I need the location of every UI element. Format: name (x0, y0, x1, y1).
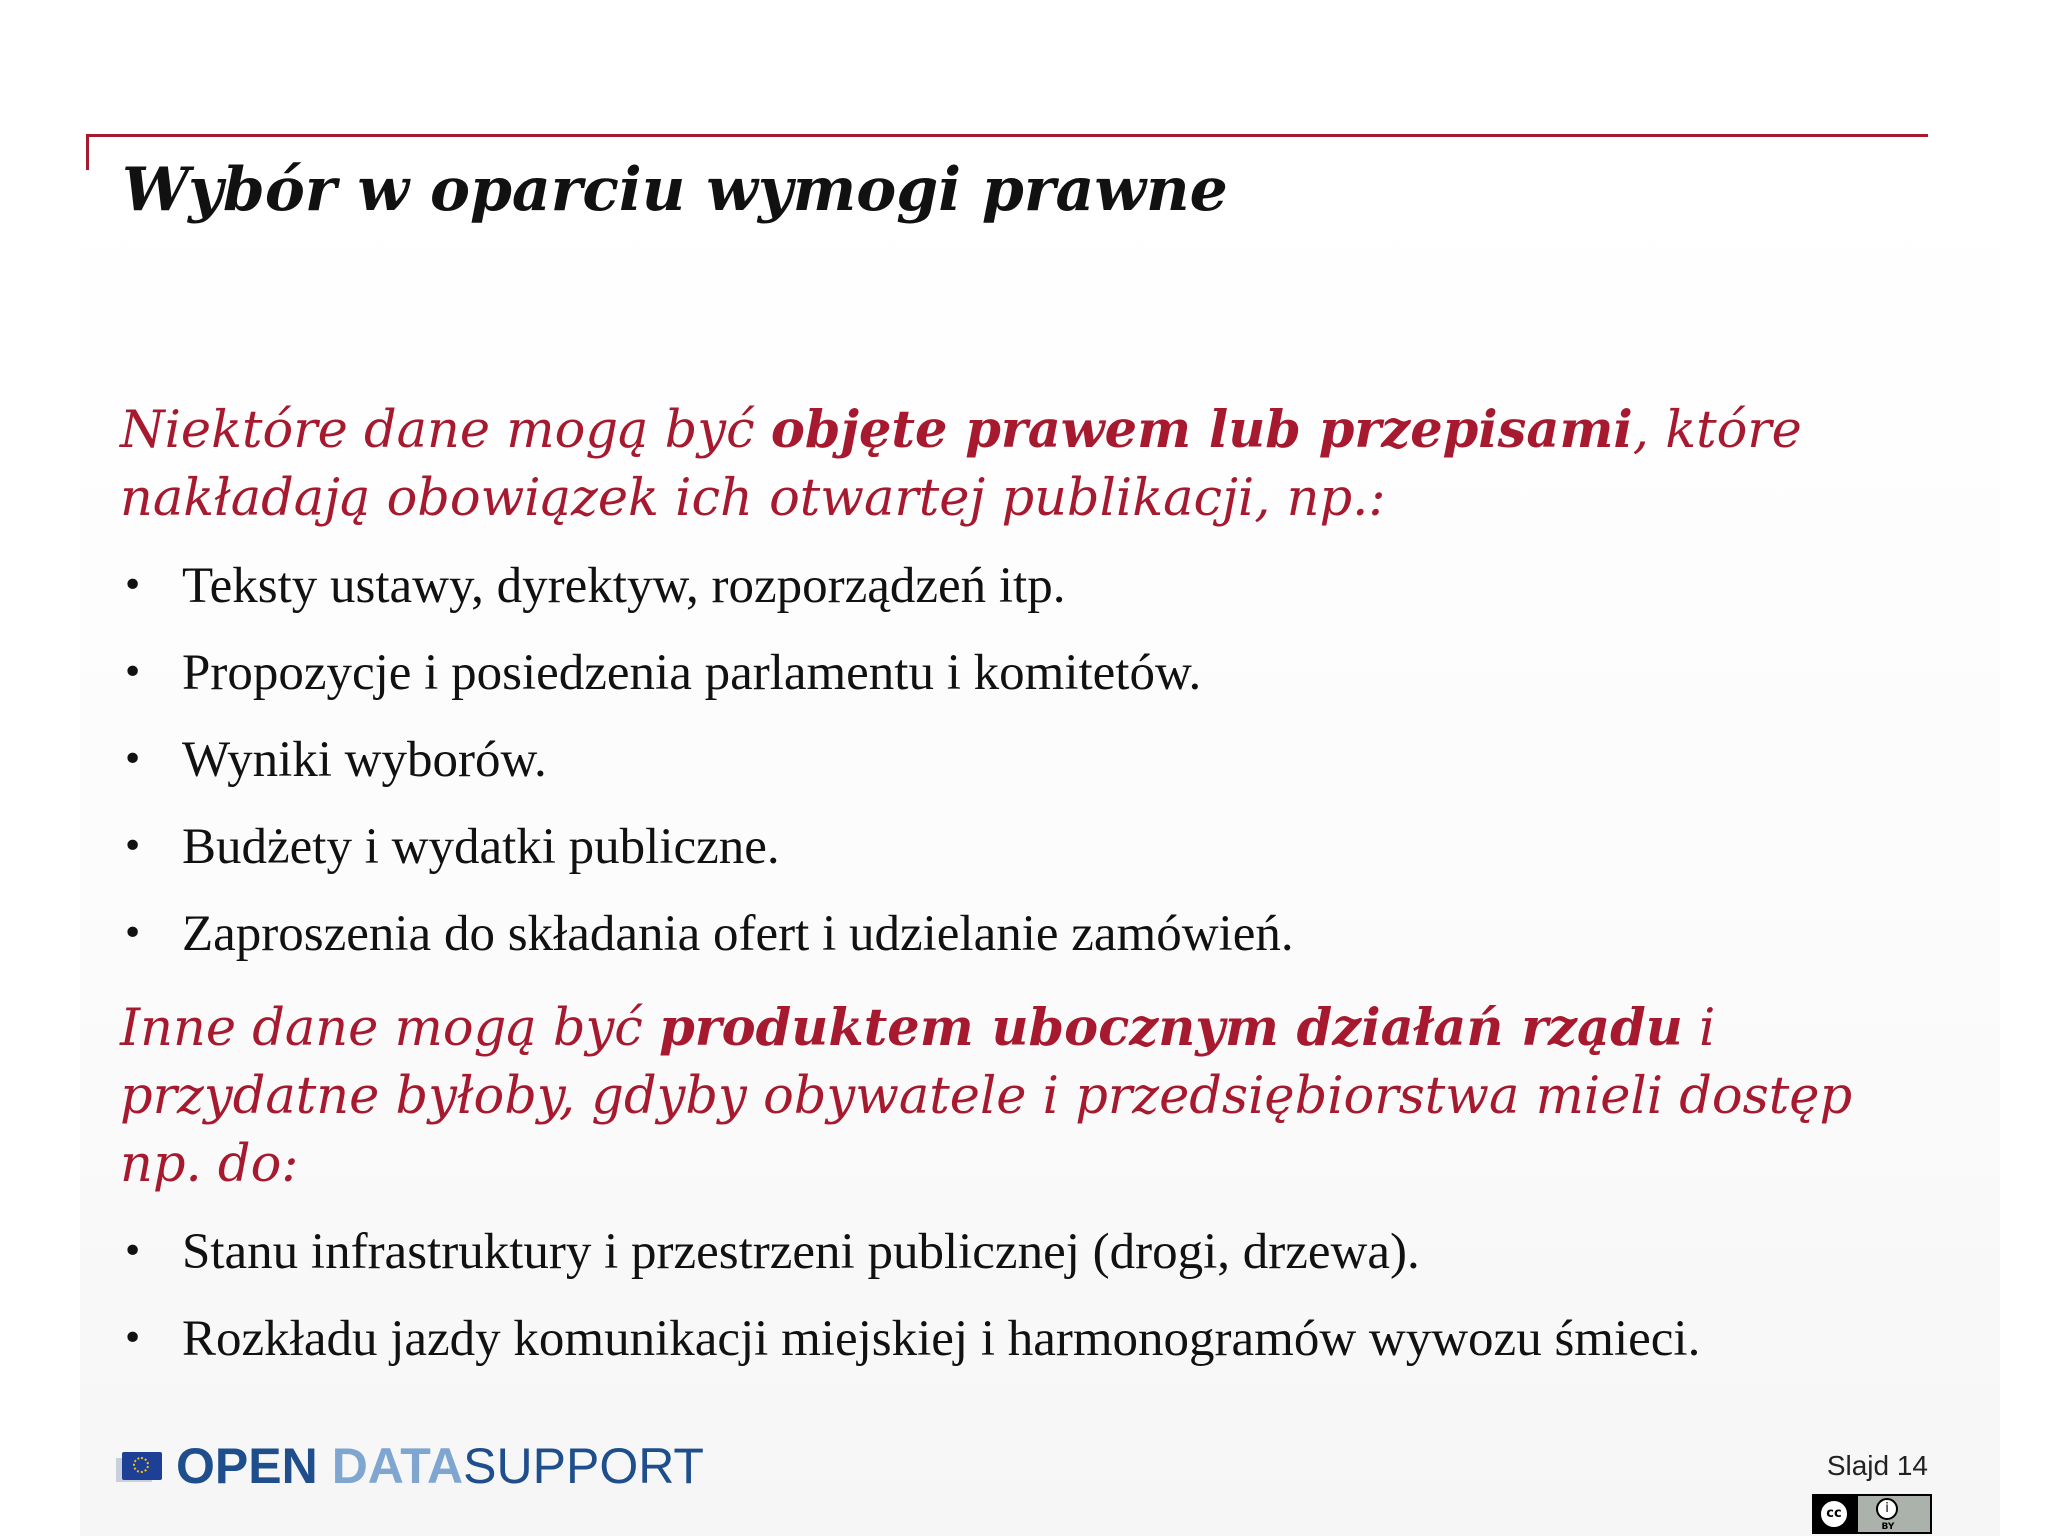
intro-paragraph-2 (120, 994, 1940, 1199)
list-item (120, 1222, 1960, 1309)
list-item-text: Teksty ustawy, dyrektyw, rozporządzeń itp. (182, 558, 1066, 614)
intro-1-emphasis: objęte prawem lub przepisami (770, 400, 1633, 460)
bullet-icon: • (122, 826, 144, 867)
list-item (120, 643, 1960, 730)
list-item (120, 556, 1960, 643)
list-item-text: Stanu infrastruktury i przestrzeni publicznej (drogi, drzewa). (182, 1224, 1420, 1280)
list-item-text: Zaproszenia do składania ofert i udzielanie zamówień. (182, 906, 1294, 962)
logo-data-text: DATA (331, 1438, 464, 1494)
legal-data-list (120, 556, 1960, 991)
intro-2-text-after: i przydatne byłoby, gdyby obywatele i przedsiębiorstwa mieli dostęp np. do: (120, 999, 1853, 1194)
logo-wordmark (176, 1436, 704, 1496)
intro-paragraph-1 (120, 396, 1940, 533)
title-rule-tick (86, 134, 89, 170)
bullet-icon: • (122, 1231, 144, 1272)
list-item-text: Rozkładu jazdy komunikacji miejskiej i harmonogramów wywozu śmieci. (182, 1311, 1701, 1367)
bullet-icon: • (122, 652, 144, 693)
logo-open-text: OPEN (176, 1438, 318, 1494)
byproduct-data-list (120, 1222, 1960, 1396)
title-rule (86, 134, 1928, 137)
intro-1-text-after: , które nakładają obowiązek ich otwartej publikacji, np.: (120, 401, 1802, 528)
list-item-text: Wyniki wyborów. (182, 732, 547, 788)
slide-number: Slajd 14 (1826, 1450, 1928, 1481)
bullet-icon: • (122, 1318, 144, 1359)
intro-2-text-before: Inne dane mogą być (120, 999, 660, 1058)
attribution-person-icon: i (1876, 1498, 1898, 1520)
open-data-support-logo (122, 1436, 704, 1496)
list-item (120, 1309, 1960, 1396)
list-item-text: Propozycje i posiedzenia parlamentu i komitetów. (182, 645, 1202, 701)
logo-support-text: SUPPORT (463, 1438, 704, 1494)
intro-2-emphasis: produktem ubocznym działań rządu (659, 998, 1683, 1058)
cc-circle-icon: cc (1819, 1499, 1849, 1529)
by-label: BY (1881, 1522, 1895, 1532)
bullet-icon: • (122, 739, 144, 780)
bullet-icon: • (122, 913, 144, 954)
list-item (120, 730, 1960, 817)
list-item-text: Budżety i wydatki publiczne. (182, 819, 780, 875)
eu-flag-icon (122, 1452, 162, 1480)
bullet-icon: • (122, 565, 144, 606)
list-item (120, 817, 1960, 904)
list-item (120, 904, 1960, 991)
intro-1-text-before: Niektóre dane mogą być (120, 401, 771, 460)
slide-title: Wybór w oparciu wymogi prawne (122, 155, 1228, 225)
cc-by-license-icon (1812, 1494, 1932, 1534)
